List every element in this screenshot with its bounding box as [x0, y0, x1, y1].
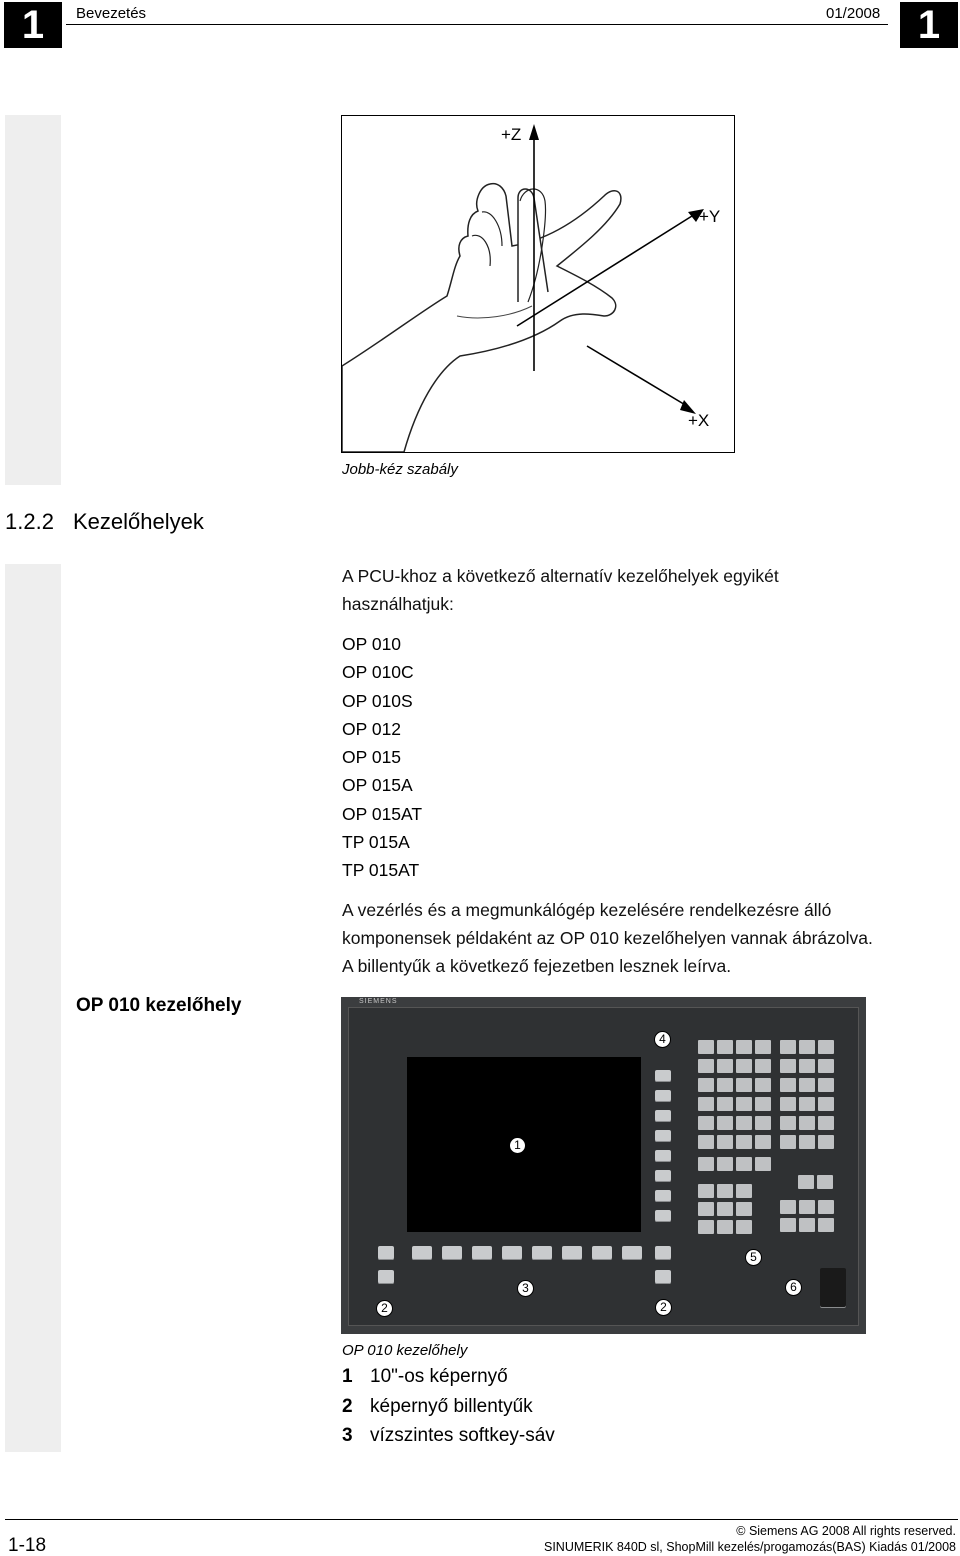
keyboard-key — [698, 1157, 714, 1171]
softkey — [442, 1246, 462, 1260]
keyboard-key — [736, 1135, 752, 1149]
keyboard-key — [780, 1116, 796, 1130]
panel-list — [342, 630, 422, 885]
keyboard-key — [799, 1059, 815, 1073]
legend-number: 3 — [342, 1425, 353, 1446]
softkey — [412, 1246, 432, 1260]
keyboard-key — [698, 1135, 714, 1149]
header-title: Bevezetés — [76, 5, 147, 22]
keyboard-key — [818, 1135, 834, 1149]
section-heading — [5, 509, 204, 535]
legend-number: 2 — [342, 1396, 353, 1417]
keyboard-key — [717, 1202, 733, 1216]
chapter-number-right: 1 — [900, 2, 958, 48]
footer-rule — [5, 1519, 958, 1520]
screen-key — [655, 1210, 671, 1222]
legend-item — [342, 1425, 555, 1447]
keyboard-key — [818, 1040, 834, 1054]
legend-number: 1 — [342, 1366, 353, 1387]
legend-text: 10"-os képernyő — [370, 1366, 508, 1387]
keyboard-key — [736, 1184, 752, 1198]
right-hand-rule-figure — [341, 115, 735, 453]
description-paragraph — [342, 896, 873, 980]
legend-text: képernyő billentyűk — [370, 1396, 533, 1417]
screen-key — [655, 1170, 671, 1182]
list-item: OP 010 — [342, 634, 402, 654]
footer-doc-title: SINUMERIK 840D sl, ShopMill kezelés/progamozás(BAS) Kiadás 01/2008 — [544, 1540, 956, 1554]
keyboard-key — [799, 1078, 815, 1092]
keyboard-key — [736, 1097, 752, 1111]
keyboard-key — [736, 1078, 752, 1092]
screen-key — [655, 1190, 671, 1202]
footer-copyright — [736, 1524, 956, 1538]
keyboard-key — [698, 1040, 714, 1054]
keyboard-key — [818, 1097, 834, 1111]
keyboard-key — [780, 1078, 796, 1092]
keyboard-key — [717, 1078, 733, 1092]
softkey — [378, 1270, 394, 1284]
section-title: Kezelőhelyek — [73, 509, 204, 534]
keyboard-key — [736, 1040, 752, 1054]
keyboard-key — [780, 1059, 796, 1073]
screen-key — [655, 1090, 671, 1102]
softkey — [592, 1246, 612, 1260]
keyboard-key — [799, 1116, 815, 1130]
keyboard-key — [798, 1175, 814, 1189]
keyboard-key — [736, 1157, 752, 1171]
keyboard-key — [698, 1220, 714, 1234]
axis-z-label: +Z — [501, 125, 522, 144]
list-item: OP 010C — [342, 662, 414, 683]
keyboard-key — [698, 1116, 714, 1130]
intro-line: használhatjuk: — [342, 594, 454, 614]
brand-logo: SIEMENS — [359, 998, 398, 1005]
legend-item — [342, 1366, 508, 1388]
page-number: 1-18 — [8, 1535, 47, 1556]
list-item: TP 015A — [342, 832, 410, 853]
keyboard-key — [799, 1218, 815, 1232]
list-item: OP 015A — [342, 775, 413, 796]
legend-text: vízszintes softkey-sáv — [370, 1425, 555, 1446]
margin-bar — [5, 115, 61, 485]
axis-x-label: +X — [688, 411, 710, 430]
figure-caption: Jobb-kéz szabály — [342, 461, 458, 478]
keyboard-key — [817, 1175, 833, 1189]
softkey — [472, 1246, 492, 1260]
keyboard-key — [755, 1135, 771, 1149]
keyboard-key — [818, 1059, 834, 1073]
callout-badge: 4 — [654, 1031, 671, 1048]
keyboard-key — [717, 1184, 733, 1198]
keyboard-key — [698, 1078, 714, 1092]
softkey — [655, 1246, 671, 1260]
intro-paragraph — [342, 562, 779, 618]
keyboard-key — [799, 1200, 815, 1214]
keyboard-key — [755, 1059, 771, 1073]
keyboard-key — [818, 1218, 834, 1232]
list-item: OP 012 — [342, 718, 402, 739]
screen-key — [655, 1070, 671, 1082]
keyboard-key — [818, 1078, 834, 1092]
keyboard-key — [736, 1220, 752, 1234]
keyboard-key — [755, 1078, 771, 1092]
keyboard-key — [818, 1200, 834, 1214]
keyboard-key — [698, 1202, 714, 1216]
callout-badge: 1 — [509, 1137, 526, 1154]
legend-item — [342, 1396, 533, 1418]
margin-bar — [5, 564, 61, 1452]
keyboard-key — [717, 1157, 733, 1171]
list-item: TP 015AT — [342, 860, 420, 881]
keyboard-key — [717, 1059, 733, 1073]
keyboard-key — [799, 1135, 815, 1149]
list-item: OP 015 — [342, 747, 402, 768]
description-line: komponensek példaként az OP 010 kezelőhelyen vannak ábrázolva. — [342, 928, 873, 948]
keyboard-key — [736, 1202, 752, 1216]
side-heading: OP 010 kezelőhely — [76, 995, 242, 1016]
list-item: OP 010S — [342, 690, 413, 711]
description-line: A billentyűk a következő fejezetben lesznek leírva. — [342, 956, 732, 976]
screen-key — [655, 1130, 671, 1142]
keyboard-key — [717, 1135, 733, 1149]
screen-key — [655, 1110, 671, 1122]
softkey — [532, 1246, 552, 1260]
keyboard-key — [717, 1116, 733, 1130]
keyboard-key — [780, 1200, 796, 1214]
keyboard-key — [780, 1040, 796, 1054]
keyboard-key — [717, 1097, 733, 1111]
axis-y-label: +Y — [699, 207, 721, 226]
softkey — [378, 1246, 394, 1260]
softkey — [655, 1270, 671, 1284]
keyboard-key — [698, 1097, 714, 1111]
softkey — [622, 1246, 642, 1260]
callout-badge: 5 — [745, 1249, 762, 1266]
intro-line: A PCU-khoz a következő alternatív kezelőhelyek egyikét — [342, 566, 779, 586]
copyright-text: Siemens AG 2008 All rights reserved. — [748, 1524, 956, 1538]
card-slot — [820, 1268, 846, 1308]
keyboard-key — [736, 1059, 752, 1073]
softkey — [502, 1246, 522, 1260]
section-number: 1.2.2 — [5, 509, 54, 534]
header-edition: 01/2008 — [826, 5, 881, 22]
keyboard-key — [755, 1097, 771, 1111]
keyboard-key — [799, 1097, 815, 1111]
keyboard-key — [736, 1116, 752, 1130]
header-rule — [66, 24, 888, 25]
callout-badge: 3 — [517, 1280, 534, 1297]
keyboard-key — [717, 1220, 733, 1234]
keyboard-key — [755, 1157, 771, 1171]
list-item: OP 015AT — [342, 803, 423, 824]
callout-badge: 6 — [785, 1279, 802, 1296]
keyboard-key — [698, 1184, 714, 1198]
figure-caption: OP 010 kezelőhely — [342, 1342, 468, 1359]
keyboard-key — [755, 1116, 771, 1130]
screen-key — [655, 1150, 671, 1162]
copyright-icon: © — [736, 1524, 749, 1538]
right-hand-rule-illustration — [342, 116, 734, 452]
callout-badge: 2 — [376, 1300, 393, 1317]
keyboard-key — [780, 1218, 796, 1232]
softkey — [562, 1246, 582, 1260]
keyboard-key — [717, 1040, 733, 1054]
callout-badge: 2 — [655, 1299, 672, 1316]
keyboard-key — [698, 1059, 714, 1073]
keyboard-key — [799, 1040, 815, 1054]
keyboard-key — [818, 1116, 834, 1130]
keyboard-key — [755, 1040, 771, 1054]
description-line: A vezérlés és a megmunkálógép kezelésére rendelkezésre álló — [342, 900, 832, 920]
keyboard-key — [780, 1097, 796, 1111]
keyboard-key — [780, 1135, 796, 1149]
chapter-number-left: 1 — [4, 2, 62, 48]
